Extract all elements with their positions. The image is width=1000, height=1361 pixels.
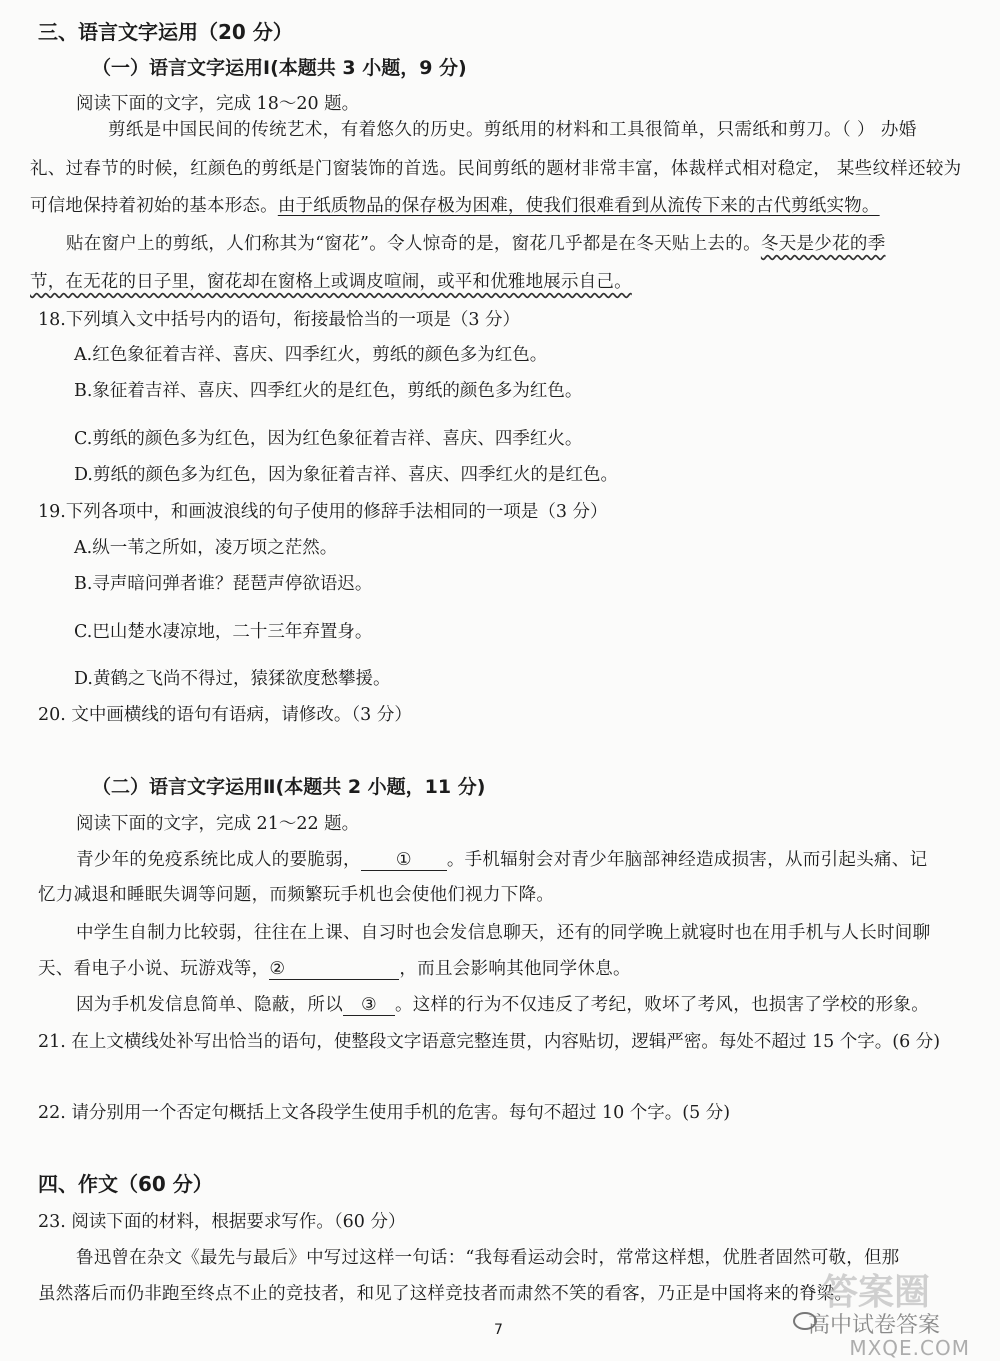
q19-option-b: B.寻声暗问弹者谁？琵琶声停欲语迟。 <box>74 574 373 594</box>
page-number: 7 <box>494 1322 503 1338</box>
q19-option-c: C.巴山楚水凄凉地，二十三年弃置身。 <box>74 622 373 642</box>
wavy-underlined-sentence-b: 节，在无花的日子里，窗花却在窗格上或调皮喧闹，或平和优雅地展示自己。 <box>30 272 632 292</box>
blank-3: ③ <box>343 995 395 1016</box>
question-22: 22. 请分别用一个否定句概括上文各段学生使用手机的危害。每句不超过 10 个字。(5 分) <box>38 1103 731 1123</box>
question-19: 19.下列各项中，和画波浪线的句子使用的修辞手法相同的一项是（3 分） <box>38 502 608 522</box>
blank-2: ② <box>269 959 399 980</box>
passage-1-line-3-text: 可信地保持着初始的基本形态。 <box>30 196 278 216</box>
passage-1-line-1: 剪纸是中国民间的传统艺术，有着悠久的历史。剪纸用的材料和工具很简单，只需纸和剪刀。（ ） 办婚 <box>108 120 917 140</box>
passage-4-line-1: 中学生自制力比较弱，往往在上课、自习时也会发信息聊天，还有的同学晚上就寝时也在用手机与人长时间聊 <box>76 923 931 943</box>
part-2-instruction: 阅读下面的文字，完成 21～22 题。 <box>76 814 360 834</box>
passage-2-line-1 <box>66 232 886 256</box>
wavy-underlined-sentence-a: 冬天是少花的季 <box>760 234 886 254</box>
passage-3-line-2: 忆力减退和睡眠失调等问题，而频繁玩手机也会使他们视力下降。 <box>38 885 555 905</box>
question-21: 21. 在上文横线处补写出恰当的语句，使整段文字语意完整连贯，内容贴切，逻辑严密。每处不超过 15 个字。(6 分) <box>38 1032 941 1052</box>
passage-1-line-2: 礼、过春节的时候，红颜色的剪纸是门窗装饰的首选。民间剪纸的题材非常丰富，体裁样式相对稳定， 某些纹样还较为 <box>30 159 962 179</box>
question-20: 20. 文中画横线的语句有语病，请修改。（3 分） <box>38 705 412 725</box>
part-1-instruction: 阅读下面的文字，完成 18～20 题。 <box>76 94 360 114</box>
passage-5-line-1-text-b: 。这样的行为不仅违反了考纪，败坏了考风，也损害了学校的形象。 <box>395 995 929 1015</box>
passage-5-line-1 <box>76 993 929 1017</box>
watermark-logo: 答案圈 <box>821 1272 930 1313</box>
passage-5-line-1-text-a: 因为手机发信息简单、隐蔽，所以 <box>76 995 343 1015</box>
section-4-title: 四、作文（60 分） <box>38 1172 213 1196</box>
section-3-title: 三、语言文字运用（20 分） <box>38 20 293 44</box>
q19-option-d: D.黄鹤之飞尚不得过，猿猱欲度愁攀援。 <box>74 669 391 689</box>
q19-option-a: A.纵一苇之所如，凌万顷之茫然。 <box>74 538 338 558</box>
passage-2-line-1-text: 贴在窗户上的剪纸，人们称其为“窗花”。令人惊奇的是，窗花几乎都是在冬天贴上去的。 <box>66 234 761 254</box>
passage-3-line-1 <box>76 848 927 872</box>
passage-1-line-3 <box>30 194 880 218</box>
question-23: 23. 阅读下面的材料，根据要求写作。（60 分） <box>38 1212 406 1232</box>
passage-4-line-2-text-a: 天、看电子小说、玩游戏等， <box>38 959 270 979</box>
part-1-title: （一）语言文字运用Ⅰ(本题共 3 小题，9 分) <box>92 57 467 79</box>
passage-4-line-2 <box>38 957 631 981</box>
q18-option-d: D.剪纸的颜色多为红色，因为象征着吉祥、喜庆、四季红火的是红色。 <box>74 465 618 485</box>
material-line-1: 鲁迅曾在杂文《最先与最后》中写过这样一句话：“我每看运动会时，常常这样想，优胜者固然可敬，但那 <box>76 1248 900 1268</box>
question-18: 18.下列填入文中括号内的语句，衔接最恰当的一项是（3 分） <box>38 310 521 330</box>
q18-option-c: C.剪纸的颜色多为红色，因为红色象征着吉祥、喜庆、四季红火。 <box>74 429 583 449</box>
underlined-sentence: 由于纸质物品的保存极为困难，使我们很难看到从流传下来的古代剪纸实物。 <box>277 196 880 216</box>
material-line-2: 虽然落后而仍非跑至终点不止的竞技者，和见了这样竞技者而肃然不笑的看客，乃正是中国将来的脊梁。 <box>38 1284 853 1304</box>
q18-option-b: B.象征着吉祥、喜庆、四季红火的是红色，剪纸的颜色多为红色。 <box>74 381 583 401</box>
passage-2-line-2 <box>30 270 632 294</box>
passage-3-line-1-text-b: 。手机辐射会对青少年脑部神经造成损害，从而引起头痛、记 <box>446 850 928 870</box>
part-2-title: （二）语言文字运用Ⅱ(本题共 2 小题，11 分) <box>92 776 486 798</box>
blank-1: ① <box>361 850 447 871</box>
passage-4-line-2-text-b: ，而且会影响其他同学休息。 <box>399 959 631 979</box>
q18-option-a: A.红色象征着吉祥、喜庆、四季红火，剪纸的颜色多为红色。 <box>74 345 548 365</box>
watermark-text: 高中试卷答案 <box>807 1313 940 1338</box>
passage-3-line-1-text-a: 青少年的免疫系统比成人的要脆弱， <box>76 850 361 870</box>
watermark-url: MXQE.COM <box>849 1336 970 1360</box>
